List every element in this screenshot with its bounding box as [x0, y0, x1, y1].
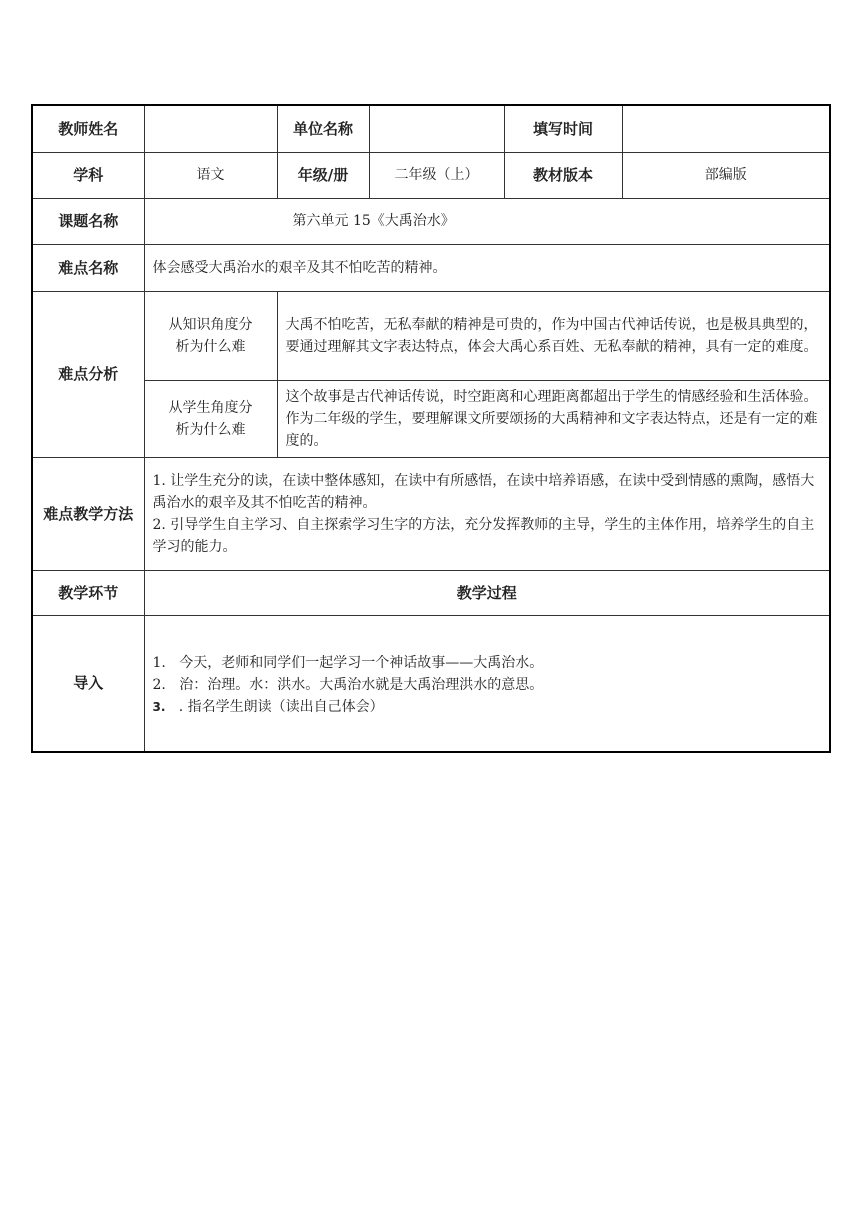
- intro-item-text: 治：治理。水：洪水。大禹治水就是大禹治理洪水的意思。: [179, 676, 544, 693]
- knowledge-angle-text: 大禹不怕吃苦，无私奉献的精神是可贵的，作为中国古代神话传说，也是极具典型的，要通过理解其文字表达特点，体会大禹心系百姓、无私奉献的精神，具有一定的难度。: [277, 291, 830, 380]
- intro-row: [32, 615, 830, 752]
- difficulty-label: 难点名称: [32, 244, 144, 291]
- edition-label: 教材版本: [504, 152, 622, 198]
- lesson-value: 第六单元 15《大禹治水》: [144, 198, 830, 244]
- header-row-2: [32, 152, 830, 198]
- knowledge-angle-label: 从知识角度分析为什么难: [144, 291, 277, 380]
- difficulty-row: [32, 244, 830, 291]
- unit-label: 单位名称: [277, 105, 369, 152]
- student-angle-label: 从学生角度分析为什么难: [144, 380, 277, 457]
- methods-row: [32, 457, 830, 570]
- intro-list: [144, 615, 830, 752]
- fill-time-label: 填写时间: [504, 105, 622, 152]
- methods-list: [144, 457, 830, 570]
- intro-item-number: 1.: [152, 654, 166, 671]
- intro-item-text: . 指名学生朗读（读出自己体会）: [178, 698, 384, 715]
- student-angle-text: 这个故事是古代神话传说，时空距离和心理距离都超出于学生的情感经验和生活体验。作为二年级的学生，要理解课文所要颂扬的大禹精神和文字表达特点，还是有一定的难度的。: [277, 380, 830, 457]
- header-row-1: [32, 105, 830, 152]
- lesson-label: 课题名称: [32, 198, 144, 244]
- teacher-name-value: [144, 105, 277, 152]
- lesson-plan-table: [31, 104, 831, 753]
- analysis-row-student: [32, 380, 830, 457]
- intro-item: [153, 652, 822, 674]
- teacher-name-label: 教师姓名: [32, 105, 144, 152]
- methods-label: 难点教学方法: [32, 457, 144, 570]
- analysis-label: 难点分析: [32, 291, 144, 457]
- intro-item: [153, 674, 822, 696]
- edition-value: 部编版: [622, 152, 830, 198]
- subject-label: 学科: [32, 152, 144, 198]
- unit-value: [369, 105, 504, 152]
- segment-label: 教学环节: [32, 570, 144, 615]
- difficulty-value: 体会感受大禹治水的艰辛及其不怕吃苦的精神。: [144, 244, 830, 291]
- lesson-row: [32, 198, 830, 244]
- intro-item: [153, 696, 822, 718]
- method-item: 1. 让学生充分的读，在读中整体感知，在读中有所感悟，在读中培养语感，在读中受到情感的熏陶，感悟大禹治水的艰辛及其不怕吃苦的精神。: [152, 472, 815, 511]
- grade-label: 年级/册: [277, 152, 369, 198]
- process-header-row: [32, 570, 830, 615]
- intro-item-number: 3.: [152, 699, 166, 714]
- intro-label: 导入: [32, 615, 144, 752]
- intro-item-text: 今天，老师和同学们一起学习一个神话故事——大禹治水。: [179, 654, 544, 671]
- process-label: 教学过程: [144, 570, 830, 615]
- intro-item-number: 2.: [152, 676, 166, 693]
- fill-time-value: [622, 105, 830, 152]
- grade-value: 二年级（上）: [369, 152, 504, 198]
- analysis-row-knowledge: [32, 291, 830, 380]
- method-item: 2. 引导学生自主学习、自主探索学习生字的方法，充分发挥教师的主导，学生的主体作用，培养学生的自主学习的能力。: [152, 516, 815, 555]
- subject-value: 语文: [144, 152, 277, 198]
